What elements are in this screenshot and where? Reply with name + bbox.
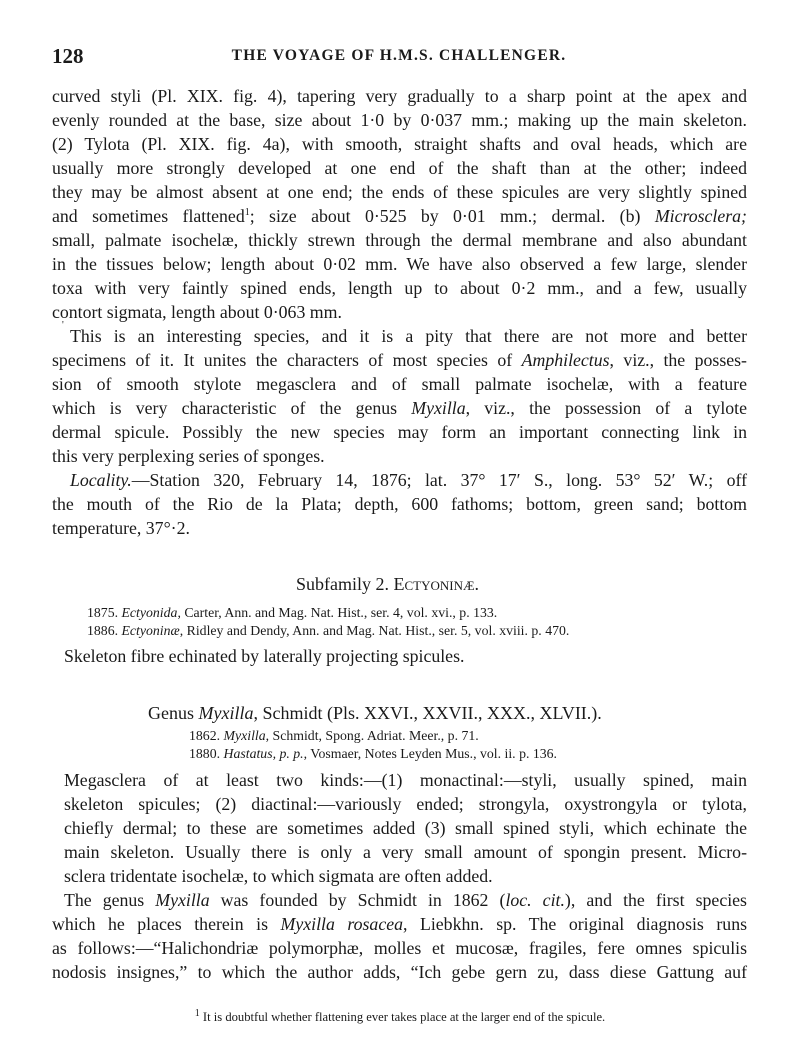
text-run: 1880. — [189, 746, 224, 761]
para1-line — [52, 204, 747, 228]
footnote-text: It is doubtful whether flattening ever takes place at the larger end of the spicule. — [199, 1010, 606, 1024]
footnote — [0, 1009, 800, 1025]
para1-line: evenly rounded at the base, size about 1·0 by 0·037 mm.; making up the main skeleton. — [52, 110, 747, 130]
text-run: The genus — [64, 890, 156, 910]
text-run: ; size about 0·525 by 0·01 mm.; dermal. (b) — [249, 206, 655, 226]
text-run: 1886. — [87, 623, 122, 638]
para3-line: sclera tridentate isochelæ, to which sigmata are often added. — [64, 866, 493, 886]
synonymy-reference — [189, 745, 557, 763]
para2-line: dermal spicule. Possibly the new species may form an important connecting link in — [52, 422, 747, 442]
subfamily-name: Ectyoninæ. — [393, 574, 480, 594]
italic-term: loc. cit. — [505, 890, 565, 910]
italic-term: Myxilla — [411, 398, 466, 418]
locality-line: temperature, 37°·2. — [52, 518, 190, 538]
text-run: —Station 320, February 14, 1876; lat. 37° 17′ S., long. 53° 52′ W.; off — [131, 470, 747, 490]
para2-line: This is an interesting species, and it is a pity that there are not more and better — [70, 326, 747, 346]
para1-line: contort sigmata, length about 0·063 mm. — [52, 302, 342, 322]
text-run: , Schmidt, Spong. Adriat. Meer., p. 71. — [265, 728, 479, 743]
para1-line: in the tissues below; length about 0·02 mm. We have also observed a few large, slender — [52, 254, 747, 274]
text-run: , viz., the posses- — [609, 350, 747, 370]
text-run: , Vosmaer, Notes Leyden Mus., vol. ii. p. 136. — [303, 746, 558, 761]
synonymy-reference — [87, 604, 497, 622]
para1-line: toxa with very faintly spined ends, length up to about 0·2 mm., and a few, usually — [52, 278, 747, 298]
text-run: which is very characteristic of the genus — [52, 398, 412, 418]
locality-line: the mouth of the Rio de la Plata; depth, 600 fathoms; bottom, green sand; bottom — [52, 494, 747, 514]
para4-line — [52, 912, 747, 936]
text-run: , Liebkhn. sp. The original diagnosis runs — [403, 914, 748, 934]
para1-line: they may be almost absent at one end; the ends of these spicules are very slightly spined — [52, 182, 747, 202]
text-run: and sometimes flattened — [52, 206, 245, 226]
para3-line: skeleton spicules; (2) diactinal:—variously ended; strongyla, oxystrongyla or tylota, — [64, 794, 747, 814]
synonymy-reference — [189, 727, 479, 745]
italic-term: Amphilectus — [521, 350, 610, 370]
para2-line — [52, 348, 747, 372]
italic-term: Myxilla rosacea — [280, 914, 404, 934]
text-run: , Ridley and Dendy, Ann. and Mag. Nat. Hist., ser. 5, vol. xviii. p. 470. — [179, 623, 570, 638]
footnote-ref: 1 — [244, 207, 250, 219]
para1-line: usually more strongly developed at one end of the shaft than at the other; indeed — [52, 158, 747, 178]
italic-term: Myxilla — [223, 728, 266, 743]
para2-line: this very perplexing series of sponges. — [52, 446, 325, 466]
page-number: 128 — [52, 44, 84, 68]
page-header — [52, 44, 746, 70]
print-speck: ' — [62, 320, 64, 331]
para4-line: nodosis insignes,” to which the author adds, “Ich gebe gern zu, dass diese Gattung auf — [52, 962, 747, 982]
italic-term: Microsclera; — [654, 206, 747, 226]
text-run: ), and the first species — [564, 890, 747, 910]
running-title: THE VOYAGE OF H.M.S. CHALLENGER. — [231, 47, 567, 64]
para1-line: small, palmate isochelæ, thickly strewn through the dermal membrane and also abundant — [52, 230, 747, 250]
text-run: , Carter, Ann. and Mag. Nat. Hist., ser. 4, vol. xvi., p. 133. — [177, 605, 498, 620]
text-run: 1862. — [189, 728, 224, 743]
synonymy-reference — [87, 622, 569, 640]
para4-line — [64, 888, 747, 912]
para1-line: curved styli (Pl. XIX. fig. 4), tapering very gradually to a sharp point at the apex and — [52, 86, 747, 106]
subfamily-description: Skeleton fibre echinated by laterally projecting spicules. — [64, 646, 465, 666]
italic-term: Hastatus, p. p. — [223, 746, 304, 761]
text-run: specimens of it. It unites the characters of most species of — [52, 350, 522, 370]
para2-line: sion of smooth stylote megasclera and of small palmate isochelæ, with a feature — [52, 374, 747, 394]
subfamily-heading — [296, 572, 479, 596]
text-run: was founded by Schmidt in 1862 ( — [209, 890, 506, 910]
italic-term: Ectyoninæ — [121, 623, 180, 638]
locality-label: Locality. — [70, 470, 132, 490]
genus-name: Myxilla — [198, 703, 254, 723]
text-run: Genus — [148, 703, 199, 723]
footnote-mark: 1 — [194, 1007, 200, 1019]
italic-term: Myxilla — [155, 890, 210, 910]
text-run: Subfamily 2. — [296, 574, 394, 594]
italic-term: Ectyonida — [121, 605, 178, 620]
text-run: which he places therein is — [52, 914, 281, 934]
para3-line: Megasclera of at least two kinds:—(1) monactinal:—styli, usually spined, main — [64, 770, 747, 790]
para2-line — [52, 396, 747, 420]
para4-line: as follows:—“Halichondriæ polymorphæ, molles et mucosæ, fragiles, fere omnes spiculis — [52, 938, 747, 958]
para1-line: (2) Tylota (Pl. XIX. fig. 4a), with smooth, straight shafts and oval heads, which are — [52, 134, 747, 154]
para3-line: main skeleton. Usually there is only a very small amount of spongin present. Micro- — [64, 842, 747, 862]
text-run: , Schmidt (Pls. XXVI., XXVII., XXX., XLVII.). — [253, 703, 602, 723]
locality-line — [70, 468, 747, 492]
text-run: 1875. — [87, 605, 122, 620]
text-run: , viz., the possession of a tylote — [465, 398, 747, 418]
genus-heading — [148, 701, 602, 725]
para3-line: chiefly dermal; to these are sometimes added (3) small spined styli, which echinate the — [64, 818, 747, 838]
